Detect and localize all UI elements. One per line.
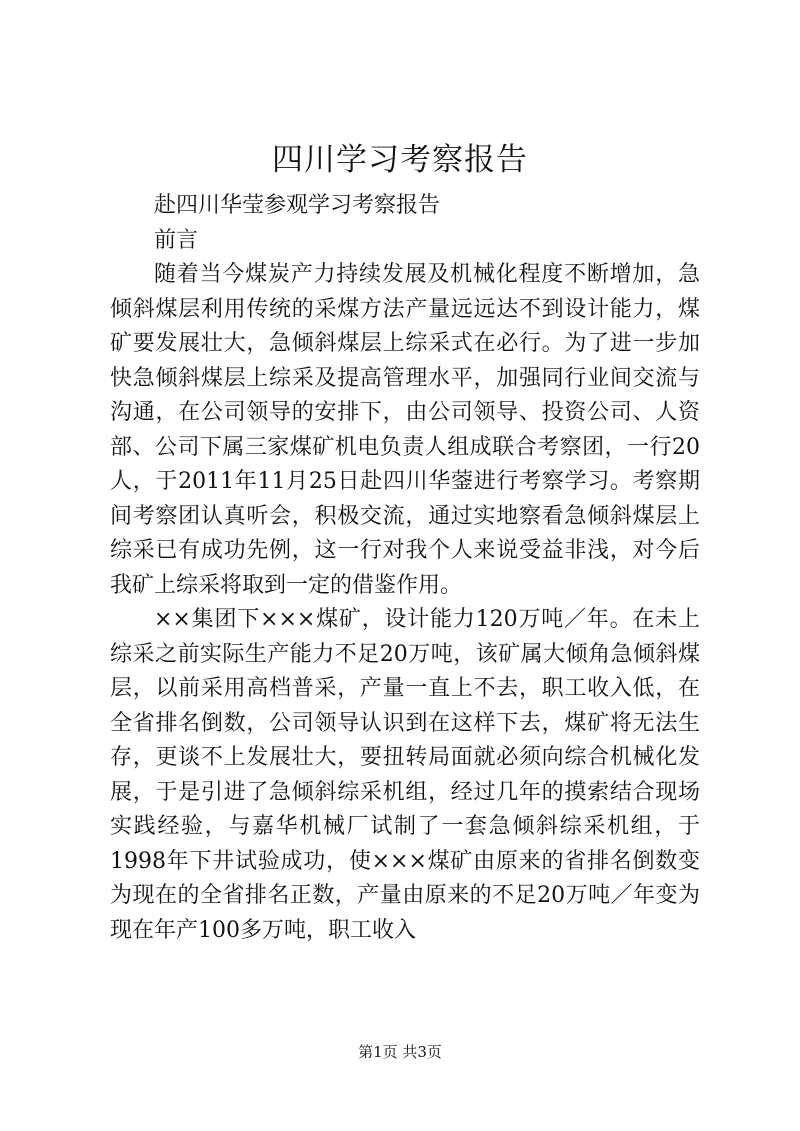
document-title: 四川学习考察报告 [272,142,528,178]
document-body [110,189,700,948]
preface-heading: 前言 [154,227,199,253]
body-paragraph: 随着当今煤炭产力持续发展及机械化程度不断增加，急倾斜煤层利用传统的采煤方法产量远远达不到设计能力，煤矿要发展壮大，急倾斜煤层上综采式在必行。为了进一步加快急倾斜煤层上综采及提高管理水平，加强同行业间交流与沟通，在公司领导的安排下，由公司领导、投资公司、人资部、公司下属三家煤矿机电负责人组成联合考察团，一行20人，于2011年11月25日赴四川华蓥进行考察学习。考察期间考察团认真听会，积极交流，通过实地察看急倾斜煤层上综采已有成功先例，这一行对我个人来说受益非浅，对今后我矿上综采将取到一定的借鉴作用。 [110,262,700,598]
subtitle-paragraph: 赴四川华莹参观学习考察报告 [154,193,441,218]
body-paragraph: ××集团下×××煤矿，设计能力120万吨／年。在未上综采之前实际生产能力不足20万吨，该矿属大倾角急倾斜煤层，以前采用高档普采，产量一直上不去，职工收入低，在全省排名倒数，公司领导认识到在这样下去，煤矿将无法生存，更谈不上发展壮大，要扭转局面就必须向综合机械化发展，于是引进了急倾斜综采机组，经过几年的摸索结合现场实践经验，与嘉华机械厂试制了一套急倾斜综采机组，于1998年下井试验成功，使×××煤矿由原来的省排名倒数变为现在的全省排名正数，产量由原来的不足20万吨／年变为现在年产100多万吨，职工收入 [110,607,700,943]
page-number-footer: 第1页 共3页 [358,1043,442,1061]
